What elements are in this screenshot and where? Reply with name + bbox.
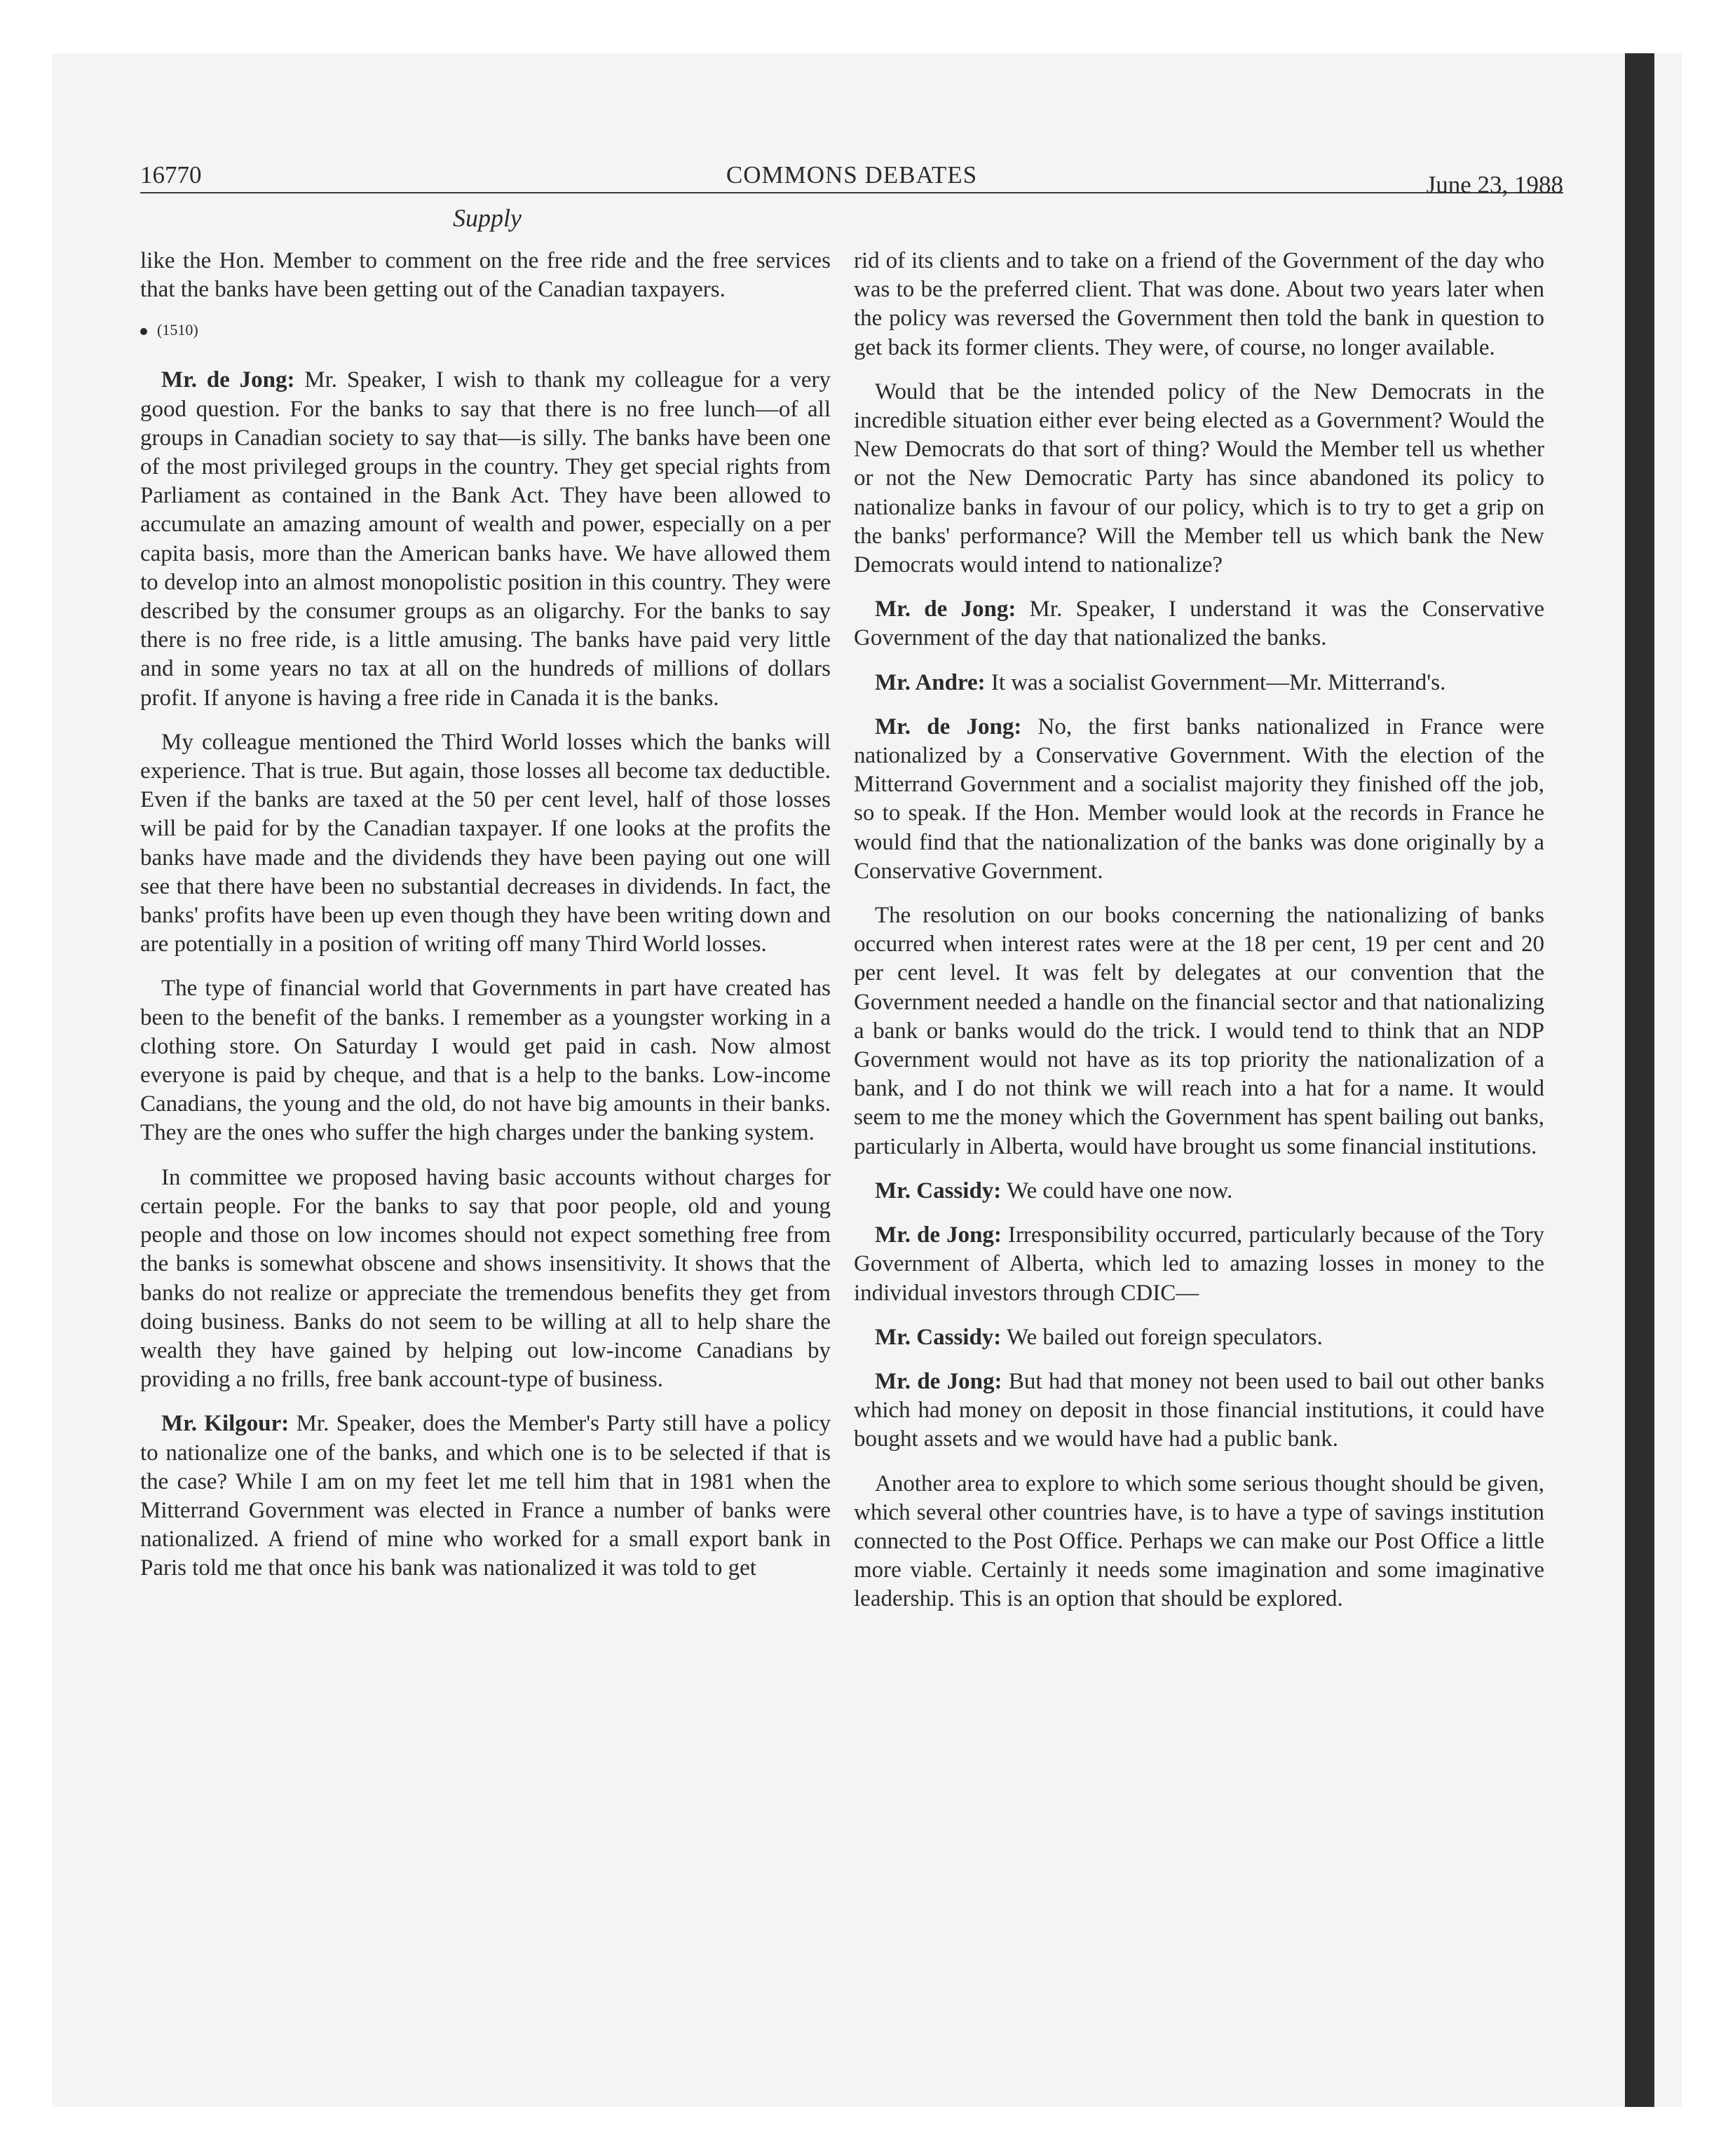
paragraph: Another area to explore to which some serious thought should be given, which several other countries have, is to have a type of savings institution connected to the Post Office. Perhaps we can make our Post Office a little more viable. Certainly it needs some imagination and some imaginative leadership. This is an option that should be explored. (854, 1471, 1544, 1612)
right-column (854, 247, 1544, 1630)
paragraph: Would that be the intended policy of the New Democrats in the incredible situation either ever being elected as a Government? Would the New Democrats do that sort of thing? Would the Member tell us whether or not the New Democratic Party has since abandoned its policy to nationalize banks in favour of our policy, which is to try to get a grip on the banks' performance? Will the Member tell us which bank the New Democrats would intend to nationalize? (854, 378, 1544, 578)
speech-paragraph (854, 669, 1544, 697)
paragraph: The type of financial world that Governments in part have created has been to the benefit of the banks. I remember as a youngster working in a clothing store. On Saturday I would get paid in cash. Now almost everyone is paid by cheque, and that is a help to the banks. Low-income Canadians, the young and the old, do not have big amounts in their banks. They are the ones who suffer the high charges under the banking system. (140, 976, 831, 1146)
speech-text: But had that money not been used to bail out other banks which had money on deposit in those financial institutions, it could have bought assets and we would have had a public bank. (854, 1368, 1544, 1452)
paragraph: In committee we proposed having basic accounts without charges for certain people. For the banks to say that poor people, old and young people and those on low incomes should not expect something free from the banks is somewhat obscene and shows insensitivity. It shows that the banks do not realize or appreciate the tremendous benefits they get from doing business. Banks do not seem to be willing at all to help share the wealth they have gained by helping out low-income Canadians by providing a no frills, free bank account-type of business. (140, 1164, 831, 1393)
speaker-name: Mr. de Jong: (875, 1222, 1002, 1248)
speech-text: We could have one now. (1001, 1178, 1233, 1203)
speaker-name: Mr. Cassidy: (875, 1178, 1002, 1203)
speech-text: We bailed out foreign speculators. (1001, 1324, 1323, 1350)
section-title: Supply (453, 204, 522, 232)
speech-paragraph (140, 366, 831, 712)
paragraph: The resolution on our books concerning the nationalizing of banks occurred when interest rates were at the 18 per cent, 19 per cent and 20 per cent level. It was felt by delegates at our convention that the Government needed a handle on the financial sector and that nationalizing a bank or banks would do the trick. I would tend to think that an NDP Government would not have as its top priority the nationalization of a bank, and I do not think we will reach into a hat for a name. It would seem to me the money which the Government has spent bailing out banks, particularly in Alberta, would have brought us some financial institutions. (854, 903, 1544, 1159)
paragraph: rid of its clients and to take on a friend of the Government of the day who was to be the preferred client. That was done. About two years later when the policy was reversed the Government then told the bank in question to get back its former clients. They were, of course, no longer available. (854, 248, 1544, 360)
speaker-name: Mr. de Jong: (875, 714, 1022, 739)
speech-paragraph (854, 1367, 1544, 1454)
paragraph: My colleague mentioned the Third World losses which the banks will experience. That is true. But again, those losses all become tax deductible. Even if the banks are taxed at the 50 per cent level, half of those losses will be paid for by the Canadian taxpayer. If one looks at the profits the banks have made and the dividends they have been paying out one will see that there have been no substantial decreases in dividends. In fact, the banks' profits have been up even though they have been writing down and are potentially in a position of writing off many Third World losses. (140, 729, 831, 957)
page-number: 16770 (140, 161, 202, 189)
speaker-name: Mr. de Jong: (161, 367, 295, 393)
speech-text: Mr. Speaker, I understand it was the Conservative Government of the day that nationalized the banks. (854, 596, 1545, 651)
speech-text: It was a socialist Government—Mr. Mitterrand's. (985, 669, 1446, 695)
speech-paragraph (854, 1177, 1544, 1206)
speaker-name: Mr. Cassidy: (875, 1324, 1002, 1350)
scan-edge-shadow (1625, 53, 1654, 2107)
speaker-name: Mr. de Jong: (875, 1368, 1002, 1394)
speech-text: Mr. Speaker, I wish to thank my colleague for a very good question. For the banks to say that there is no free lunch—of all groups in Canadian society to say that—is silly. The banks have been one of the most privileged groups in the country. They get special rights from Parliament as contained in the Bank Act. They have been allowed to accumulate an amazing amount of wealth and power, especially on a per capita basis, more than the American banks have. We have allowed them to develop into an almost monopolistic position in this country. They were described by the consumer groups as an oligarchy. For the banks to say there is no free ride, is a little amusing. The banks have paid very little and in some years no tax at all on the hundreds of millions of dollars profit. If anyone is having a free ride in Canada it is the banks. (140, 367, 831, 711)
speech-paragraph (854, 1323, 1544, 1352)
publication-date: June 23, 1988 (1426, 171, 1563, 198)
speech-paragraph (854, 595, 1544, 653)
speech-text: No, the first banks nationalized in France were nationalized by a Conservative Government. With the election of the Mitterrand Government and a socialist majority they finished off the job, so to speak. If the Hon. Member would look at the records in France he would find that the nationalization of the banks was done originally by a Conservative Government. (854, 714, 1544, 884)
speech-text: Mr. Speaker, does the Member's Party still have a policy to nationalize one of the banks, and which one is to be selected if that is the case? While I am on my feet let me tell him that in 1981 when the Mitterrand Government was elected in France a number of banks were nationalized. A friend of mine who worked for a small export bank in Paris told me that once his bank was nationalized it was told to get (140, 1411, 831, 1581)
bullet-icon (140, 328, 147, 335)
paragraph: like the Hon. Member to comment on the free ride and the free services that the banks have been getting out of the Canadian taxpayers. (140, 248, 831, 303)
speech-paragraph (854, 1221, 1544, 1308)
speaker-name: Mr. Kilgour: (161, 1411, 290, 1437)
speech-paragraph (854, 713, 1544, 886)
timestamp-text: (1510) (157, 321, 198, 339)
speech-text: Irresponsibility occurred, particularly because of the Tory Government of Alberta, which led to amazing losses in money to the individual investors through CDIC— (854, 1222, 1545, 1306)
left-column (140, 247, 831, 1599)
speaker-name: Mr. de Jong: (875, 596, 1016, 622)
timestamp (140, 320, 831, 341)
speech-paragraph (140, 1410, 831, 1583)
speaker-name: Mr. Andre: (875, 669, 986, 695)
page-header (140, 151, 1563, 198)
publication-title: COMMONS DEBATES (726, 161, 978, 189)
